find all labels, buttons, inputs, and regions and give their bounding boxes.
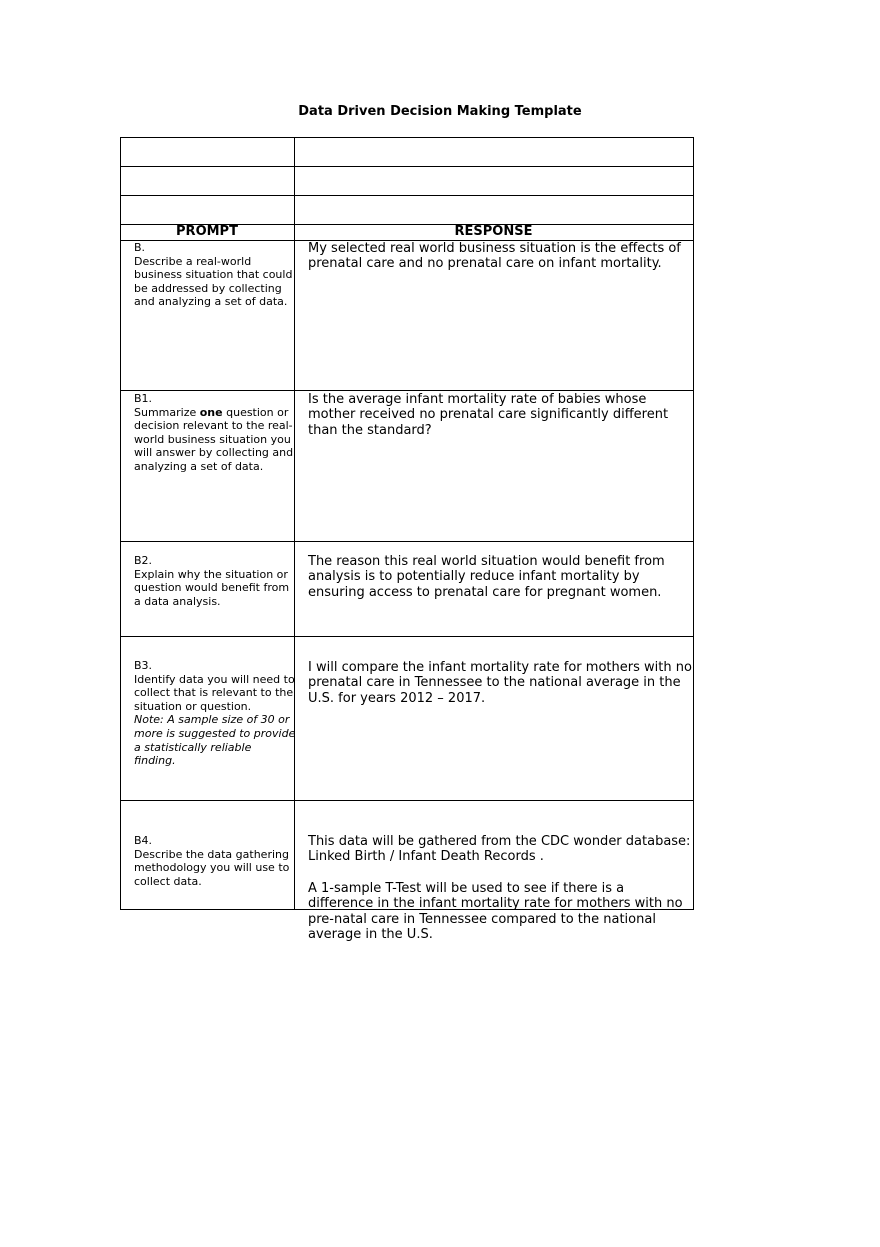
prompt-text: Identify data you will need to collect that is relevant to the situation or question. xyxy=(134,672,295,713)
table-border-top xyxy=(120,137,694,138)
response-text: My selected real world business situation is the effects of prenatal care and no prenatal care on infant mortality. xyxy=(308,241,681,272)
prompt-text: Explain why the situation or question would benefit from a data analysis. xyxy=(134,567,290,608)
prompt-cell xyxy=(134,392,296,474)
response-column-header: RESPONSE xyxy=(454,224,533,239)
page-title: Data Driven Decision Making Template xyxy=(298,104,582,119)
prompt-text: Describe a real-world business situation that could be addressed by collecting and analyzing a set of data. xyxy=(134,254,293,309)
prompt-cell xyxy=(134,834,296,888)
table-divider xyxy=(120,800,694,801)
prompt-column-header: PROMPT xyxy=(176,224,238,239)
table-divider xyxy=(120,636,694,637)
prompt-text: Describe the data gathering methodology you will use to collect data. xyxy=(134,847,290,888)
table-divider xyxy=(120,541,694,542)
table-border-right xyxy=(693,137,694,909)
prompt-code: B3. xyxy=(134,659,153,672)
prompt-text-after: question or decision relevant to the real-world business situation you will answer by collecting and analyzing a set of data. xyxy=(134,405,294,473)
prompt-code: B1. xyxy=(134,392,153,405)
response-text: A 1-sample T-Test will be used to see if there is a difference in the infant mortality rate for mothers with no pre-natal care in Tennessee compared to the national average in the U.S. xyxy=(308,881,683,943)
prompt-code: B4. xyxy=(134,834,153,847)
table-divider xyxy=(120,195,694,196)
response-text: This data will be gathered from the CDC wonder database: Linked Birth / Infant Death Records . xyxy=(308,834,691,865)
table-divider xyxy=(120,390,694,391)
prompt-cell xyxy=(134,554,296,608)
prompt-cell xyxy=(134,659,296,768)
prompt-emphasis: one xyxy=(199,405,223,419)
prompt-code: B. xyxy=(134,241,146,254)
prompt-code: B2. xyxy=(134,554,153,567)
response-text: The reason this real world situation would benefit from analysis is to potentially reduce infant mortality by ensuring access to prenatal care for pregnant women. xyxy=(308,554,665,600)
table-divider xyxy=(120,166,694,167)
table-border-left xyxy=(120,137,121,909)
prompt-note: Note: A sample size of 30 or more is suggested to provide a statistically reliable finding. xyxy=(134,713,296,768)
response-text: I will compare the infant mortality rate for mothers with no prenatal care in Tennessee to the national average in the U.S. for years 2012 – 2017. xyxy=(308,660,692,706)
prompt-cell xyxy=(134,241,296,309)
prompt-text-before: Summarize xyxy=(134,405,197,419)
response-text: Is the average infant mortality rate of babies whose mother received no prenatal care significantly different than the standard? xyxy=(308,392,669,438)
